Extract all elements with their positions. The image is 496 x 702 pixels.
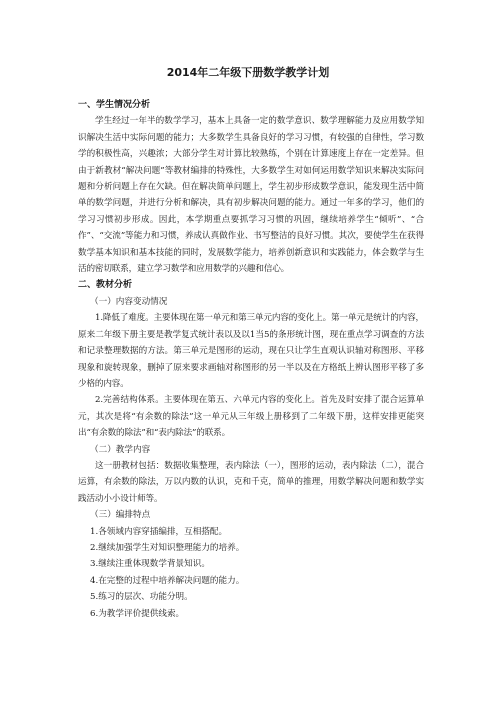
document-body: [78, 97, 424, 622]
subheading-teaching-content: （二）教学内容: [90, 444, 151, 455]
section-heading-textbook-analysis: 二、教材分析: [78, 280, 133, 291]
list-item: 1.各领域内容穿插编排，互相搭配。: [90, 526, 228, 537]
list-item: 2.继续加强学生对知识整理能力的培养。: [90, 542, 245, 553]
student-analysis-paragraph: 学生经过一年半的数学学习，基本上具备一定的数学意识、数学理解能力及应用数学知识解决生活中实际问题的能力；大多数学生具备良好的学习习惯，有较强的自律性，学习数学的积极性高，兴趣浓；大部分学生对计算比较熟练，个别在计算速度上存在一定差异。但由于新教材“解决问题”等教材编排的特殊性，大多数学生对如何运用数学知识来解决实际问题和分析问题上存在欠缺。但在解决简单问题上，学生初步形成数学意识，能发现生活中简单的数学问题，并进行分析和解决，具有初步解决问题的能力。通过一年多的学习，他们的学习习惯初步形成。因此，本学期重点要抓学习习惯的巩固，继续培养学生“倾听”、“合作”、“交流”等能力和习惯，养成认真做作业、书写整洁的良好习惯。其次，要使学生在获得数学基本知识和基本技能的同时，发展数学能力，培养创新意识和实践能力，体会数学与生活的密切联系，建立学习数学和应用数学的兴趣和信心。: [78, 116, 424, 275]
list-item: 3.继续注重体现数学背景知识。: [90, 559, 210, 570]
subheading-content-changes: （一）内容变动情况: [90, 296, 168, 307]
list-item: 4.在完整的过程中培养解决问题的能力。: [90, 575, 245, 586]
content-changes-paragraph-1: 1.降低了难度。主要体现在第一单元和第三单元内容的变化上。第一单元是统计的内容，原来二年级下册主要是教学复式统计表以及以1当5的条形统计图，现在重点学习调查的方法和记录整理数据的方法。第三单元是图形的运动，现在只让学生直观认识轴对称图形、平移现象和旋转现象，删掉了原来要求画轴对称图形的另一半以及在方格纸上辨认图形平移了多少格的内容。: [78, 313, 424, 389]
document-title: 2014年二年级下册数学教学计划: [166, 66, 330, 79]
section-heading-student-analysis: 一、学生情况分析: [78, 100, 151, 110]
teaching-content-paragraph: 这一册教材包括：数据收集整理，表内除法（一），图形的运动，表内除法（二），混合运算，有余数的除法，万以内数的认识，克和千克，简单的推理，用数学解决问题和数学实践活动小小设计师等。: [78, 460, 424, 504]
content-changes-paragraph-2: 2.完善结构体系。主要体现在第五、六单元内容的变化上。首先及时安排了混合运算单元，其次是将“有余数的除法”这一单元从三年级上册移到了二年级下册，这样安排更能突出“有余数的除法”和“表内除法”的联系。: [78, 395, 424, 439]
list-item: 5.练习的层次、功能分明。: [90, 592, 193, 603]
list-item: 6.为教学评价提供线索。: [90, 608, 185, 619]
subheading-layout-features: （三）编排特点: [90, 510, 151, 521]
